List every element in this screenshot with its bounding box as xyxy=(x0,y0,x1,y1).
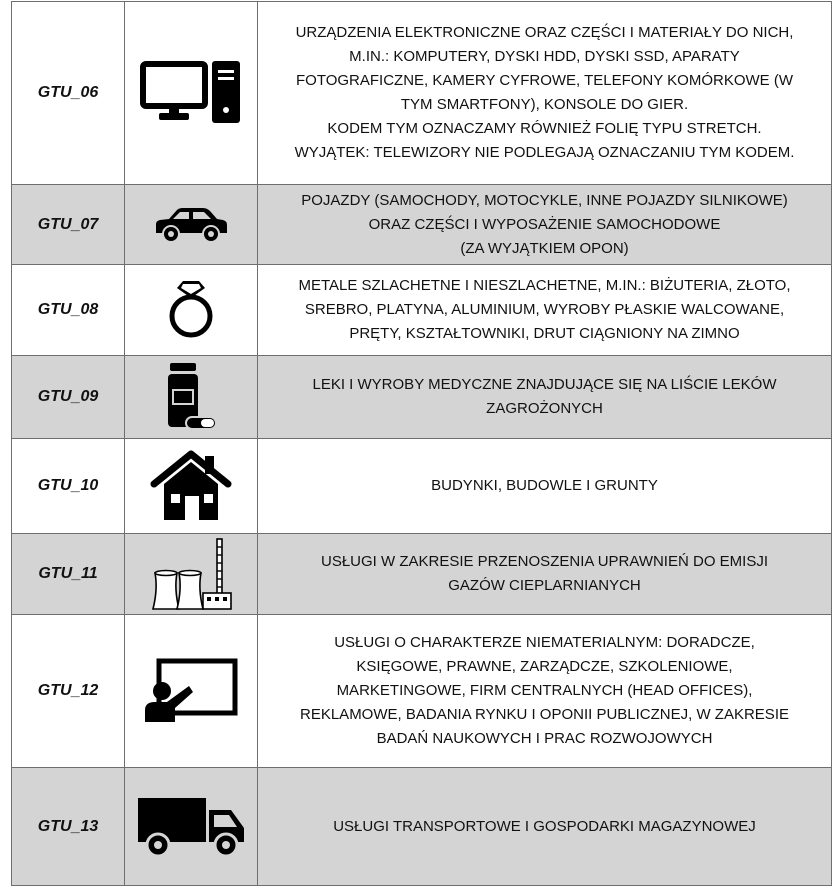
ring-icon xyxy=(125,281,257,339)
medicine-icon xyxy=(125,363,257,431)
icon-cell xyxy=(125,534,258,615)
icon-cell xyxy=(125,439,258,534)
description xyxy=(258,534,832,615)
description-line: (ZA WYJĄTKIEM OPON) xyxy=(460,239,629,257)
gtu-code: GTU_12 xyxy=(12,615,125,768)
house-icon xyxy=(125,450,257,522)
icon-cell xyxy=(125,265,258,356)
table-row xyxy=(12,768,832,886)
computer-icon xyxy=(125,61,257,125)
description xyxy=(258,185,832,265)
table-row xyxy=(12,185,832,265)
presentation-icon xyxy=(125,658,257,724)
icon-cell xyxy=(125,615,258,768)
description xyxy=(258,265,832,356)
car-icon xyxy=(125,207,257,243)
description-line: PRĘTY, KSZTAŁTOWNIKI, DRUT CIĄGNIONY NA ZIMNO xyxy=(349,325,740,342)
truck-icon xyxy=(125,796,257,858)
description-line: FOTOGRAFICZNE, KAMERY CYFROWE, TELEFONY KOMÓRKOWE (W xyxy=(296,72,793,89)
description-line: REKLAMOWE, BADANIA RYNKU I OPONII PUBLICZNEJ, W ZAKRESIE xyxy=(300,706,789,723)
description-line: METALE SZLACHETNE I NIESZLACHETNE, M.IN.: BIŻUTERIA, ZŁOTO, xyxy=(298,277,791,294)
icon-cell xyxy=(125,2,258,185)
power-plant-icon xyxy=(125,537,257,611)
table-row xyxy=(12,2,832,185)
description xyxy=(258,439,832,534)
description-line: USŁUGI W ZAKRESIE PRZENOSZENIA UPRAWNIEŃ DO EMISJI xyxy=(320,553,768,570)
description-line: URZĄDZENIA ELEKTRONICZNE ORAZ CZĘŚCI I MATERIAŁY DO NICH, xyxy=(295,24,794,41)
table-row xyxy=(12,534,832,615)
gtu-code: GTU_09 xyxy=(12,356,125,439)
gtu-code: GTU_08 xyxy=(12,265,125,356)
icon-cell xyxy=(125,768,258,886)
table-row xyxy=(12,356,832,439)
description xyxy=(258,768,832,886)
gtu-code: GTU_11 xyxy=(12,534,125,615)
description-line: KODEM TYM OZNACZAMY RÓWNIEŻ FOLIĘ TYPU STRETCH. xyxy=(327,120,762,137)
gtu-codes-table xyxy=(11,1,832,886)
description-line: KSIĘGOWE, PRAWNE, ZARZĄDCZE, SZKOLENIOWE, xyxy=(356,658,733,675)
description-line: BADAŃ NAUKOWYCH I PRAC ROZWOJOWYCH xyxy=(376,730,713,747)
table-row xyxy=(12,265,832,356)
description xyxy=(258,2,832,185)
gtu-code: GTU_06 xyxy=(12,2,125,185)
description-line: USŁUGI TRANSPORTOWE I GOSPODARKI MAGAZYNOWEJ xyxy=(333,817,756,835)
description-line: SREBRO, PLATYNA, ALUMINIUM, WYROBY PŁASKIE WALCOWANE, xyxy=(304,301,785,318)
description-line: GAZÓW CIEPLARNIANYCH xyxy=(448,577,641,594)
table-row xyxy=(12,615,832,768)
description-line: M.IN.: KOMPUTERY, DYSKI HDD, DYSKI SSD, APARATY xyxy=(349,48,740,65)
description-line: BUDYNKI, BUDOWLE I GRUNTY xyxy=(431,477,658,494)
description-line: WYJĄTEK: TELEWIZORY NIE PODLEGAJĄ OZNACZANIU TYM KODEM. xyxy=(294,144,795,161)
gtu-code: GTU_10 xyxy=(12,439,125,534)
description xyxy=(258,615,832,768)
gtu-code: GTU_13 xyxy=(12,768,125,886)
description-line: TYM SMARTFONY), KONSOLE DO GIER. xyxy=(400,96,689,113)
icon-cell xyxy=(125,185,258,265)
icon-cell xyxy=(125,356,258,439)
description-line: USŁUGI O CHARAKTERZE NIEMATERIALNYM: DORADCZE, xyxy=(334,634,755,651)
description-line: LEKI I WYROBY MEDYCZNE ZNAJDUJĄCE SIĘ NA LIŚCIE LEKÓW xyxy=(312,376,777,393)
description-line: POJAZDY (SAMOCHODY, MOTOCYKLE, INNE POJAZDY SILNIKOWE) xyxy=(301,191,788,209)
description-line: ORAZ CZĘŚCI I WYPOSAŻENIE SAMOCHODOWE xyxy=(368,215,721,233)
table-row xyxy=(12,439,832,534)
description-line: ZAGROŻONYCH xyxy=(486,400,603,417)
description-line: MARKETINGOWE, FIRM CENTRALNYCH (HEAD OFFICES), xyxy=(336,682,753,699)
description xyxy=(258,356,832,439)
gtu-code: GTU_07 xyxy=(12,185,125,265)
